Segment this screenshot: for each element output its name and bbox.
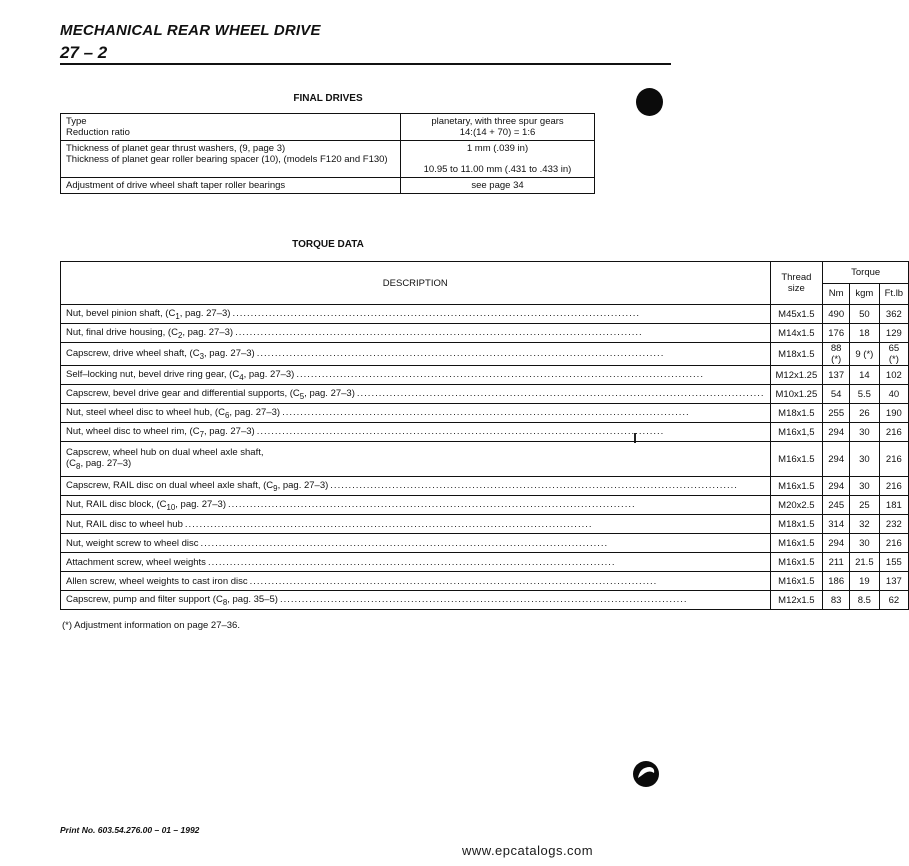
description-part: , pag. 27–3): [277, 479, 329, 491]
final-drives-title: FINAL DRIVES: [293, 93, 363, 104]
ftlb-cell: 155: [879, 553, 908, 572]
torque-row: [61, 553, 909, 572]
description-text: [66, 348, 765, 361]
torque-description-cell: [61, 553, 771, 572]
callout-subscript: 7: [199, 429, 204, 439]
callout-subscript: 4: [239, 372, 244, 382]
thread-size-cell: M12x1.25: [770, 366, 823, 385]
description-part: Nut, steel wheel disc to wheel hub, (C: [66, 406, 225, 418]
ftlb-cell: 216: [879, 423, 908, 442]
description-part: , pag. 27–3): [229, 406, 281, 418]
spec-label-cell: [61, 141, 401, 178]
torque-description-cell: [61, 366, 771, 385]
spec-label-cell: [61, 114, 401, 141]
ftlb-cell: 129: [879, 324, 908, 343]
callout-subscript: 10: [166, 502, 176, 512]
ftlb-cell: 216: [879, 442, 908, 477]
spec-value: 14:(14 + 70) = 1:6: [459, 127, 536, 138]
nm-cell: 245: [823, 496, 850, 515]
description-part: , pag. 27–3): [182, 326, 234, 338]
nm-cell: 176: [823, 324, 850, 343]
callout-subscript: 5: [299, 391, 305, 401]
leader-dots: [250, 576, 765, 587]
torque-description-cell: [61, 442, 771, 477]
page-header-title: MECHANICAL REAR WHEEL DRIVE: [60, 22, 321, 39]
nm-cell: 294: [823, 477, 850, 496]
leader-dots: [232, 308, 764, 319]
leader-dots: [282, 407, 764, 418]
description-part: , pag. 27–3): [80, 458, 132, 470]
leader-dots: [235, 327, 764, 338]
thread-size-cell: M16x1.5: [770, 572, 823, 591]
nm-cell: 255: [823, 404, 850, 423]
leader-dots: [228, 499, 765, 510]
description-text: [66, 557, 765, 568]
final-drives-row: [61, 178, 595, 194]
description-text: [66, 576, 765, 587]
description-text: [66, 426, 765, 439]
description-part: Nut, weight screw to wheel disc: [66, 537, 199, 549]
leader-dots: [208, 557, 765, 568]
kgm-cell: 30: [850, 534, 880, 553]
torque-description-cell: [61, 385, 771, 404]
description-part: Capscrew, pump and filter support (C: [66, 593, 223, 605]
description-text: [66, 407, 765, 420]
description-text: [66, 538, 765, 549]
thread-size-cell: M16x1.5: [770, 477, 823, 496]
description-part: Capscrew, drive wheel shaft, (C: [66, 347, 200, 359]
watermark-url: www.epcatalogs.com: [462, 843, 594, 858]
leader-dots: [296, 369, 764, 380]
spec-value-cell: [401, 114, 595, 141]
kgm-cell: 32: [850, 515, 880, 534]
thread-size-cell: M18x1.5: [770, 343, 823, 366]
kgm-cell: 30: [850, 477, 880, 496]
leader-dots: [330, 480, 764, 491]
torque-row: [61, 404, 909, 423]
torque-row: [61, 496, 909, 515]
torque-data-table: [60, 261, 909, 610]
thread-size-cell: M18x1.5: [770, 515, 823, 534]
thread-size-cell: M10x1.25: [770, 385, 823, 404]
spec-label-cell: [61, 178, 401, 194]
description-text: [66, 308, 765, 321]
footnote: (*) Adjustment information on page 27–36.: [62, 620, 240, 631]
spec-value-cell: [401, 141, 595, 178]
torque-description-cell: [61, 496, 771, 515]
torque-description-cell: [61, 404, 771, 423]
ftlb-cell: 362: [879, 305, 908, 324]
kgm-header: kgm: [850, 283, 880, 305]
nm-cell: 88 (*): [823, 343, 850, 366]
torque-row: [61, 591, 909, 610]
torque-header: Torque: [823, 262, 909, 284]
spec-label: Thickness of planet gear roller bearing spacer (10), (models F120 and F130): [66, 154, 388, 165]
spec-label: Thickness of planet gear thrust washers, (9, page 3): [66, 143, 286, 154]
thread-size-header: Thread size: [770, 262, 823, 305]
description-part: , pag. 27–3): [304, 387, 355, 399]
callout-subscript: 9: [273, 483, 278, 493]
torque-description-cell: [61, 477, 771, 496]
description-text: [66, 594, 765, 607]
kgm-cell: 9 (*): [850, 343, 880, 366]
torque-description-cell: [61, 572, 771, 591]
torque-row: [61, 324, 909, 343]
torque-row: [61, 515, 909, 534]
description-part: (C: [66, 458, 77, 470]
callout-subscript: 8: [76, 461, 81, 471]
page-curl-icon: [632, 760, 660, 788]
description-part: Nut, wheel disc to wheel rim, (C: [66, 425, 200, 437]
torque-row: [61, 572, 909, 591]
thread-size-cell: M16x1.5: [770, 534, 823, 553]
description-part: , pag. 27–3): [204, 347, 255, 359]
description-part: , pag. 27–3): [243, 368, 295, 380]
torque-data-title: TORQUE DATA: [292, 239, 364, 250]
ftlb-cell: 102: [879, 366, 908, 385]
description-part: Self–locking nut, bevel drive ring gear, (C: [66, 368, 240, 380]
description-text: [66, 327, 765, 340]
nm-cell: 294: [823, 534, 850, 553]
torque-row: [61, 343, 909, 366]
torque-row: [61, 477, 909, 496]
thread-size-cell: M16x1,5: [770, 423, 823, 442]
description-part: Capscrew, RAIL disc on dual wheel axle shaft, (C: [66, 479, 274, 491]
torque-row: [61, 534, 909, 553]
torque-row: [61, 442, 909, 477]
thread-size-cell: M14x1.5: [770, 324, 823, 343]
ftlb-cell: 181: [879, 496, 908, 515]
kgm-cell: 18: [850, 324, 880, 343]
description-part: , pag. 35–5): [227, 593, 278, 605]
nm-cell: 186: [823, 572, 850, 591]
ftlb-cell: 216: [879, 534, 908, 553]
ftlb-cell: 65 (*): [879, 343, 908, 366]
ftlb-cell: 62: [879, 591, 908, 610]
kgm-cell: 30: [850, 423, 880, 442]
thread-size-cell: M18x1.5: [770, 404, 823, 423]
description-part: Nut, bevel pinion shaft, (C: [66, 307, 176, 319]
description-text: [66, 480, 765, 493]
description-part: , pag. 27–3): [203, 425, 255, 437]
kgm-cell: 30: [850, 442, 880, 477]
thread-size-cell: M16x1.5: [770, 442, 823, 477]
torque-description-cell: [61, 515, 771, 534]
ftlb-cell: 137: [879, 572, 908, 591]
print-number-footer: Print No. 603.54.276.00 – 01 – 1992: [60, 825, 200, 835]
description-part: , pag. 27–3): [175, 498, 226, 510]
kgm-cell: 5.5: [850, 385, 880, 404]
description-text: [66, 369, 765, 382]
torque-row: [61, 305, 909, 324]
kgm-cell: 26: [850, 404, 880, 423]
nm-cell: 294: [823, 423, 850, 442]
leader-dots: [185, 519, 765, 530]
nm-cell: 294: [823, 442, 850, 477]
description-line: Capscrew, wheel hub on dual wheel axle shaft,: [66, 447, 264, 459]
torque-description-cell: [61, 534, 771, 553]
torque-description-cell: [61, 324, 771, 343]
callout-subscript: 6: [224, 410, 230, 420]
torque-description-cell: [61, 591, 771, 610]
ftlb-cell: 216: [879, 477, 908, 496]
torque-header-row: [61, 262, 909, 284]
torque-description-cell: [61, 305, 771, 324]
header-rule: [60, 63, 671, 65]
callout-subscript: 2: [177, 330, 183, 340]
nm-cell: 211: [823, 553, 850, 572]
thread-size-cell: M45x1.5: [770, 305, 823, 324]
nm-header: Nm: [823, 283, 850, 305]
ftlb-cell: 40: [879, 385, 908, 404]
kgm-cell: 50: [850, 305, 880, 324]
spec-value-cell: [401, 178, 595, 194]
kgm-cell: 25: [850, 496, 880, 515]
description-part: Nut, RAIL disc to wheel hub: [66, 518, 183, 530]
kgm-cell: 21.5: [850, 553, 880, 572]
final-drives-row: [61, 141, 595, 178]
description-part: Capscrew, bevel drive gear and differential supports, (C: [66, 387, 300, 399]
nm-cell: 314: [823, 515, 850, 534]
final-drives-row: [61, 114, 595, 141]
ftlb-cell: 232: [879, 515, 908, 534]
description-part: Allen screw, wheel weights to cast iron disc: [66, 575, 248, 587]
kgm-cell: 19: [850, 572, 880, 591]
description-text: [66, 519, 765, 530]
leader-dots: [280, 594, 765, 605]
torque-row: [61, 366, 909, 385]
description-part: Attachment screw, wheel weights: [66, 556, 206, 568]
spec-value: planetary, with three spur gears: [431, 116, 564, 127]
spec-value: see page 34: [471, 180, 524, 191]
description-text: [66, 388, 765, 401]
section-number: 27 – 2: [60, 43, 108, 62]
torque-description-cell: [61, 343, 771, 366]
callout-subscript: 3: [199, 351, 204, 361]
spec-label: Type: [66, 116, 87, 127]
description-part: Nut, final drive housing, (C: [66, 326, 178, 338]
spec-value: 10.95 to 11.00 mm (.431 to .433 in): [423, 164, 572, 175]
description-text: [66, 458, 765, 471]
torque-description-cell: [61, 423, 771, 442]
nm-cell: 83: [823, 591, 850, 610]
punch-hole-mark: [636, 88, 663, 116]
leader-dots: [257, 348, 765, 359]
ftlb-cell: 190: [879, 404, 908, 423]
kgm-cell: 14: [850, 366, 880, 385]
leader-dots: [201, 538, 765, 549]
kgm-cell: 8.5: [850, 591, 880, 610]
description-text: [66, 499, 765, 512]
callout-subscript: 8: [222, 597, 228, 607]
leader-dots: [257, 426, 765, 437]
nm-cell: 137: [823, 366, 850, 385]
thread-size-cell: M12x1.5: [770, 591, 823, 610]
leader-dots: [357, 388, 765, 399]
torque-row: [61, 423, 909, 442]
thread-size-cell: M16x1.5: [770, 553, 823, 572]
spec-label: Reduction ratio: [66, 127, 130, 138]
torque-row: [61, 385, 909, 404]
description-part: , pag. 27–3): [179, 307, 231, 319]
thread-size-cell: M20x2.5: [770, 496, 823, 515]
description-header: DESCRIPTION: [61, 262, 771, 305]
nm-cell: 490: [823, 305, 850, 324]
description-part: Nut, RAIL disc block, (C: [66, 498, 167, 510]
nm-cell: 54: [823, 385, 850, 404]
spec-label: Adjustment of drive wheel shaft taper roller bearings: [66, 180, 286, 191]
ftlb-header: Ft.lb: [879, 283, 908, 305]
callout-subscript: 1: [175, 311, 180, 321]
spec-value: 1 mm (.039 in): [466, 143, 529, 154]
final-drives-table: [60, 113, 595, 194]
